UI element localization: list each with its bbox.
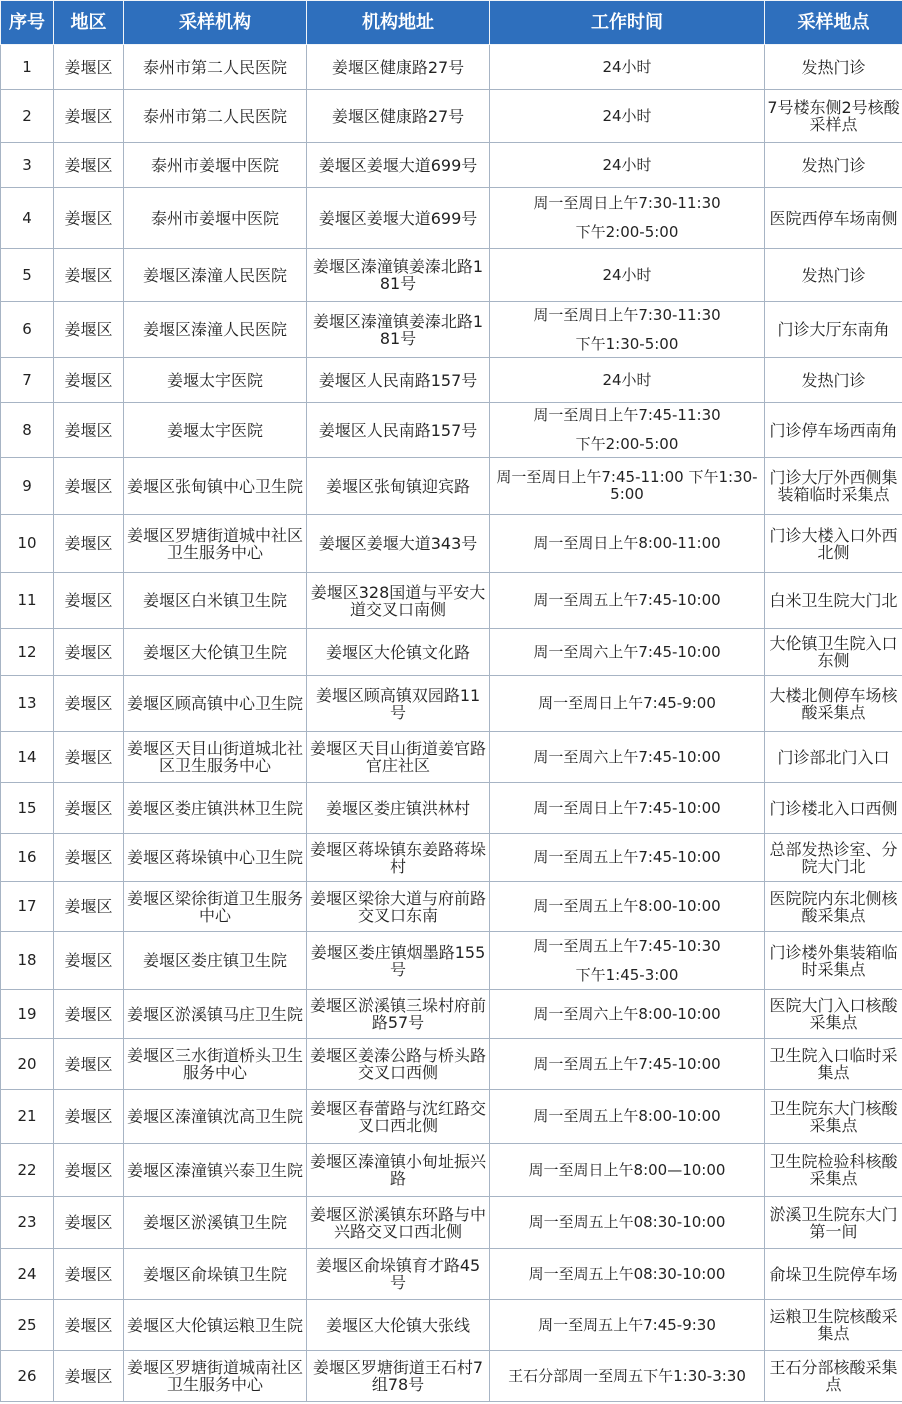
hours-line: 24小时 (602, 370, 652, 389)
row-sampling-site: 卫生院入口临时采集点 (765, 1039, 902, 1090)
row-sampling-site: 7号楼东侧2号核酸采样点 (765, 90, 902, 143)
row-sampling-site: 门诊停车场西南角 (765, 403, 902, 458)
hours-line: 周一至周日上午7:45-11:00 下午1:30-5:00 (496, 468, 758, 503)
row-district: 姜堰区 (54, 249, 124, 302)
row-district: 姜堰区 (54, 403, 124, 458)
row-sampling-site: 门诊大厅东南角 (765, 302, 902, 358)
table-row (1, 90, 902, 143)
row-address: 姜堰区健康路27号 (307, 45, 490, 90)
hours-line: 周一至周日上午8:00—10:00 (528, 1160, 726, 1179)
row-number: 22 (1, 1144, 54, 1197)
row-hours (490, 249, 765, 302)
row-address: 姜堰区人民南路157号 (307, 358, 490, 403)
hours-line: 24小时 (602, 57, 652, 76)
row-address: 姜堰区姜堰大道343号 (307, 515, 490, 573)
table-row (1, 358, 902, 403)
row-district: 姜堰区 (54, 45, 124, 90)
row-address: 姜堰区娄庄镇烟墨路155号 (307, 932, 490, 990)
row-address: 姜堰区俞垛镇育才路45号 (307, 1249, 490, 1300)
row-organization: 姜堰区蒋垛镇中心卫生院 (124, 834, 307, 882)
row-sampling-site: 白米卫生院大门北 (765, 573, 902, 629)
row-address: 姜堰区溱潼镇姜溱北路181号 (307, 249, 490, 302)
row-number: 25 (1, 1300, 54, 1351)
row-hours (490, 302, 765, 358)
row-hours (490, 676, 765, 732)
row-district: 姜堰区 (54, 1300, 124, 1351)
table-row (1, 573, 902, 629)
table-row (1, 1144, 902, 1197)
header-site: 采样地点 (765, 1, 902, 45)
table-row (1, 732, 902, 783)
row-number: 21 (1, 1090, 54, 1144)
hours-line: 周一至周五上午8:00-10:00 (533, 1107, 721, 1125)
table-row (1, 932, 902, 990)
hours-line: 24小时 (602, 155, 652, 174)
row-organization: 姜堰区天目山街道城北社区卫生服务中心 (124, 732, 307, 783)
row-organization: 泰州市姜堰中医院 (124, 143, 307, 188)
row-address: 姜堰区淤溪镇东环路与中兴路交叉口西北侧 (307, 1197, 490, 1249)
row-district: 姜堰区 (54, 358, 124, 403)
row-sampling-site: 大楼北侧停车场核酸采集点 (765, 676, 902, 732)
row-district: 姜堰区 (54, 882, 124, 932)
row-sampling-site: 俞垛卫生院停车场 (765, 1249, 902, 1300)
row-hours (490, 458, 765, 515)
row-district: 姜堰区 (54, 90, 124, 143)
row-sampling-site: 王石分部核酸采集点 (765, 1351, 902, 1402)
row-hours (490, 515, 765, 573)
row-organization: 姜堰区白米镇卫生院 (124, 573, 307, 629)
row-district: 姜堰区 (54, 629, 124, 676)
row-organization: 姜堰区大伦镇卫生院 (124, 629, 307, 676)
row-organization: 姜堰区娄庄镇洪林卫生院 (124, 783, 307, 834)
row-number: 2 (1, 90, 54, 143)
header-no: 序号 (1, 1, 54, 45)
row-district: 姜堰区 (54, 188, 124, 249)
row-sampling-site: 门诊楼北入口西侧 (765, 783, 902, 834)
hours-line: 周一至周五上午7:45-10:30 (533, 936, 721, 955)
row-organization: 姜堰太宇医院 (124, 358, 307, 403)
hours-line: 周一至周五上午08:30-10:00 (528, 1264, 726, 1283)
row-number: 24 (1, 1249, 54, 1300)
hours-line: 周一至周日上午7:30-11:30 (533, 305, 721, 324)
row-number: 11 (1, 573, 54, 629)
hours-line: 周一至周日上午7:45-10:00 (533, 798, 721, 817)
table-row (1, 1090, 902, 1144)
row-district: 姜堰区 (54, 990, 124, 1039)
row-organization: 姜堰区娄庄镇卫生院 (124, 932, 307, 990)
row-address: 姜堰区溱潼镇姜溱北路181号 (307, 302, 490, 358)
hours-line: 下午1:45-3:00 (575, 965, 679, 984)
row-district: 姜堰区 (54, 302, 124, 358)
row-address: 姜堰区蒋垛镇东姜路蒋垛村 (307, 834, 490, 882)
row-number: 9 (1, 458, 54, 515)
row-sampling-site: 运粮卫生院核酸采集点 (765, 1300, 902, 1351)
row-district: 姜堰区 (54, 783, 124, 834)
row-district: 姜堰区 (54, 1144, 124, 1197)
row-number: 16 (1, 834, 54, 882)
row-address: 姜堰区人民南路157号 (307, 403, 490, 458)
row-sampling-site: 大伦镇卫生院入口东侧 (765, 629, 902, 676)
row-district: 姜堰区 (54, 1197, 124, 1249)
row-address: 姜堰区罗塘街道王石村7组78号 (307, 1351, 490, 1402)
table-row (1, 515, 902, 573)
row-hours (490, 990, 765, 1039)
row-sampling-site: 发热门诊 (765, 143, 902, 188)
row-number: 5 (1, 249, 54, 302)
row-hours (490, 932, 765, 990)
row-organization: 姜堰太宇医院 (124, 403, 307, 458)
row-address: 姜堰区328国道与平安大道交叉口南侧 (307, 573, 490, 629)
row-number: 14 (1, 732, 54, 783)
row-hours (490, 834, 765, 882)
row-sampling-site: 发热门诊 (765, 358, 902, 403)
hours-line: 周一至周五上午7:45-10:00 (533, 591, 721, 609)
table-row (1, 143, 902, 188)
row-hours (490, 358, 765, 403)
hours-line: 王石分部周一至周五下午1:30-3:30 (508, 1366, 746, 1385)
hours-line: 周一至周六上午8:00-10:00 (533, 1004, 721, 1023)
table-row (1, 302, 902, 358)
row-sampling-site: 淤溪卫生院东大门第一间 (765, 1197, 902, 1249)
row-address: 姜堰区娄庄镇洪林村 (307, 783, 490, 834)
row-sampling-site: 卫生院检验科核酸采集点 (765, 1144, 902, 1197)
row-district: 姜堰区 (54, 573, 124, 629)
hours-line: 周一至周五上午7:45-10:00 (533, 848, 721, 866)
table-row (1, 249, 902, 302)
row-sampling-site: 门诊大厅外西侧集装箱临时采集点 (765, 458, 902, 515)
row-address: 姜堰区张甸镇迎宾路 (307, 458, 490, 515)
row-number: 12 (1, 629, 54, 676)
hours-line: 周一至周六上午7:45-10:00 (533, 747, 721, 766)
table-row (1, 45, 902, 90)
hours-line: 24小时 (602, 106, 652, 125)
row-district: 姜堰区 (54, 1090, 124, 1144)
row-number: 3 (1, 143, 54, 188)
header-row (1, 1, 902, 45)
hours-line: 周一至周日上午7:45-11:30 (533, 406, 721, 424)
row-number: 19 (1, 990, 54, 1039)
table-row (1, 882, 902, 932)
row-address: 姜堰区大伦镇大张线 (307, 1300, 490, 1351)
hours-line: 周一至周日上午7:30-11:30 (533, 194, 721, 212)
row-hours (490, 629, 765, 676)
hours-line: 24小时 (602, 265, 652, 284)
row-sampling-site: 总部发热诊室、分院大门北 (765, 834, 902, 882)
row-organization: 姜堰区俞垛镇卫生院 (124, 1249, 307, 1300)
row-number: 6 (1, 302, 54, 358)
row-organization: 姜堰区大伦镇运粮卫生院 (124, 1300, 307, 1351)
hours-line: 下午2:00-5:00 (575, 223, 679, 241)
row-hours (490, 1300, 765, 1351)
table-row (1, 1197, 902, 1249)
table-row (1, 676, 902, 732)
row-number: 10 (1, 515, 54, 573)
header-district: 地区 (54, 1, 124, 45)
hours-line: 周一至周日上午7:45-9:00 (538, 694, 716, 712)
row-organization: 泰州市姜堰中医院 (124, 188, 307, 249)
row-number: 23 (1, 1197, 54, 1249)
row-organization: 姜堰区三水街道桥头卫生服务中心 (124, 1039, 307, 1090)
row-address: 姜堰区姜堰大道699号 (307, 188, 490, 249)
row-sampling-site: 门诊大楼入口外西北侧 (765, 515, 902, 573)
row-number: 26 (1, 1351, 54, 1402)
row-district: 姜堰区 (54, 143, 124, 188)
row-district: 姜堰区 (54, 1039, 124, 1090)
header-hours: 工作时间 (490, 1, 765, 45)
row-number: 15 (1, 783, 54, 834)
row-number: 20 (1, 1039, 54, 1090)
row-number: 13 (1, 676, 54, 732)
row-hours (490, 403, 765, 458)
hours-line: 周一至周六上午7:45-10:00 (533, 642, 721, 661)
row-address: 姜堰区姜溱公路与桥头路交叉口西侧 (307, 1039, 490, 1090)
table-row (1, 1039, 902, 1090)
row-organization: 姜堰区溱潼人民医院 (124, 302, 307, 358)
row-organization: 姜堰区罗塘街道城中社区卫生服务中心 (124, 515, 307, 573)
row-hours (490, 90, 765, 143)
table-row (1, 403, 902, 458)
row-organization: 泰州市第二人民医院 (124, 90, 307, 143)
row-organization: 姜堰区梁徐街道卫生服务中心 (124, 882, 307, 932)
row-number: 4 (1, 188, 54, 249)
row-number: 1 (1, 45, 54, 90)
row-number: 17 (1, 882, 54, 932)
row-hours (490, 573, 765, 629)
row-hours (490, 1144, 765, 1197)
row-address: 姜堰区顾高镇双园路11号 (307, 676, 490, 732)
row-district: 姜堰区 (54, 932, 124, 990)
row-hours (490, 1039, 765, 1090)
table-row (1, 1249, 902, 1300)
row-address: 姜堰区梁徐大道与府前路交叉口东南 (307, 882, 490, 932)
row-address: 姜堰区春蕾路与沈红路交叉口西北侧 (307, 1090, 490, 1144)
table-row (1, 834, 902, 882)
row-hours (490, 188, 765, 249)
row-number: 8 (1, 403, 54, 458)
table-row (1, 458, 902, 515)
row-district: 姜堰区 (54, 676, 124, 732)
row-sampling-site: 发热门诊 (765, 249, 902, 302)
row-address: 姜堰区健康路27号 (307, 90, 490, 143)
table-row (1, 1351, 902, 1402)
row-district: 姜堰区 (54, 1351, 124, 1402)
row-address: 姜堰区大伦镇文化路 (307, 629, 490, 676)
header-org: 采样机构 (124, 1, 307, 45)
row-hours (490, 882, 765, 932)
row-sampling-site: 门诊楼外集装箱临时采集点 (765, 932, 902, 990)
row-hours (490, 1197, 765, 1249)
row-hours (490, 1090, 765, 1144)
row-sampling-site: 门诊部北门入口 (765, 732, 902, 783)
row-hours (490, 1249, 765, 1300)
row-organization: 姜堰区淤溪镇马庄卫生院 (124, 990, 307, 1039)
row-sampling-site: 医院院内东北侧核酸采集点 (765, 882, 902, 932)
hours-line: 周一至周五上午08:30-10:00 (528, 1213, 726, 1231)
row-organization: 姜堰区张甸镇中心卫生院 (124, 458, 307, 515)
row-number: 7 (1, 358, 54, 403)
row-organization: 姜堰区溱潼人民医院 (124, 249, 307, 302)
row-organization: 姜堰区溱潼镇兴泰卫生院 (124, 1144, 307, 1197)
row-hours (490, 45, 765, 90)
table-row (1, 1300, 902, 1351)
row-hours (490, 732, 765, 783)
hours-line: 下午2:00-5:00 (575, 435, 679, 453)
hours-line: 下午1:30-5:00 (575, 334, 679, 353)
row-sampling-site: 发热门诊 (765, 45, 902, 90)
row-organization: 姜堰区溱潼镇沈高卫生院 (124, 1090, 307, 1144)
row-number: 18 (1, 932, 54, 990)
hours-line: 周一至周五上午7:45-10:00 (533, 1054, 721, 1073)
table-body (1, 45, 902, 1402)
row-hours (490, 783, 765, 834)
row-sampling-site: 卫生院东大门核酸采集点 (765, 1090, 902, 1144)
hours-line: 周一至周日上午8:00-11:00 (533, 534, 721, 552)
row-district: 姜堰区 (54, 1249, 124, 1300)
row-organization: 姜堰区罗塘街道城南社区卫生服务中心 (124, 1351, 307, 1402)
row-district: 姜堰区 (54, 458, 124, 515)
row-hours (490, 1351, 765, 1402)
row-sampling-site: 医院西停车场南侧 (765, 188, 902, 249)
row-district: 姜堰区 (54, 515, 124, 573)
row-district: 姜堰区 (54, 732, 124, 783)
table-row (1, 188, 902, 249)
row-organization: 泰州市第二人民医院 (124, 45, 307, 90)
table-row (1, 629, 902, 676)
table-row (1, 783, 902, 834)
row-organization: 姜堰区顾高镇中心卫生院 (124, 676, 307, 732)
hours-line: 周一至周五上午8:00-10:00 (533, 897, 721, 915)
row-address: 姜堰区溱潼镇小甸址振兴路 (307, 1144, 490, 1197)
row-address: 姜堰区淤溪镇三垛村府前路57号 (307, 990, 490, 1039)
row-organization: 姜堰区淤溪镇卫生院 (124, 1197, 307, 1249)
hours-line: 周一至周五上午7:45-9:30 (538, 1315, 716, 1334)
table-row (1, 990, 902, 1039)
row-address: 姜堰区姜堰大道699号 (307, 143, 490, 188)
row-sampling-site: 医院大门入口核酸采集点 (765, 990, 902, 1039)
row-district: 姜堰区 (54, 834, 124, 882)
row-hours (490, 143, 765, 188)
row-address: 姜堰区天目山街道姜官路官庄社区 (307, 732, 490, 783)
header-address: 机构地址 (307, 1, 490, 45)
